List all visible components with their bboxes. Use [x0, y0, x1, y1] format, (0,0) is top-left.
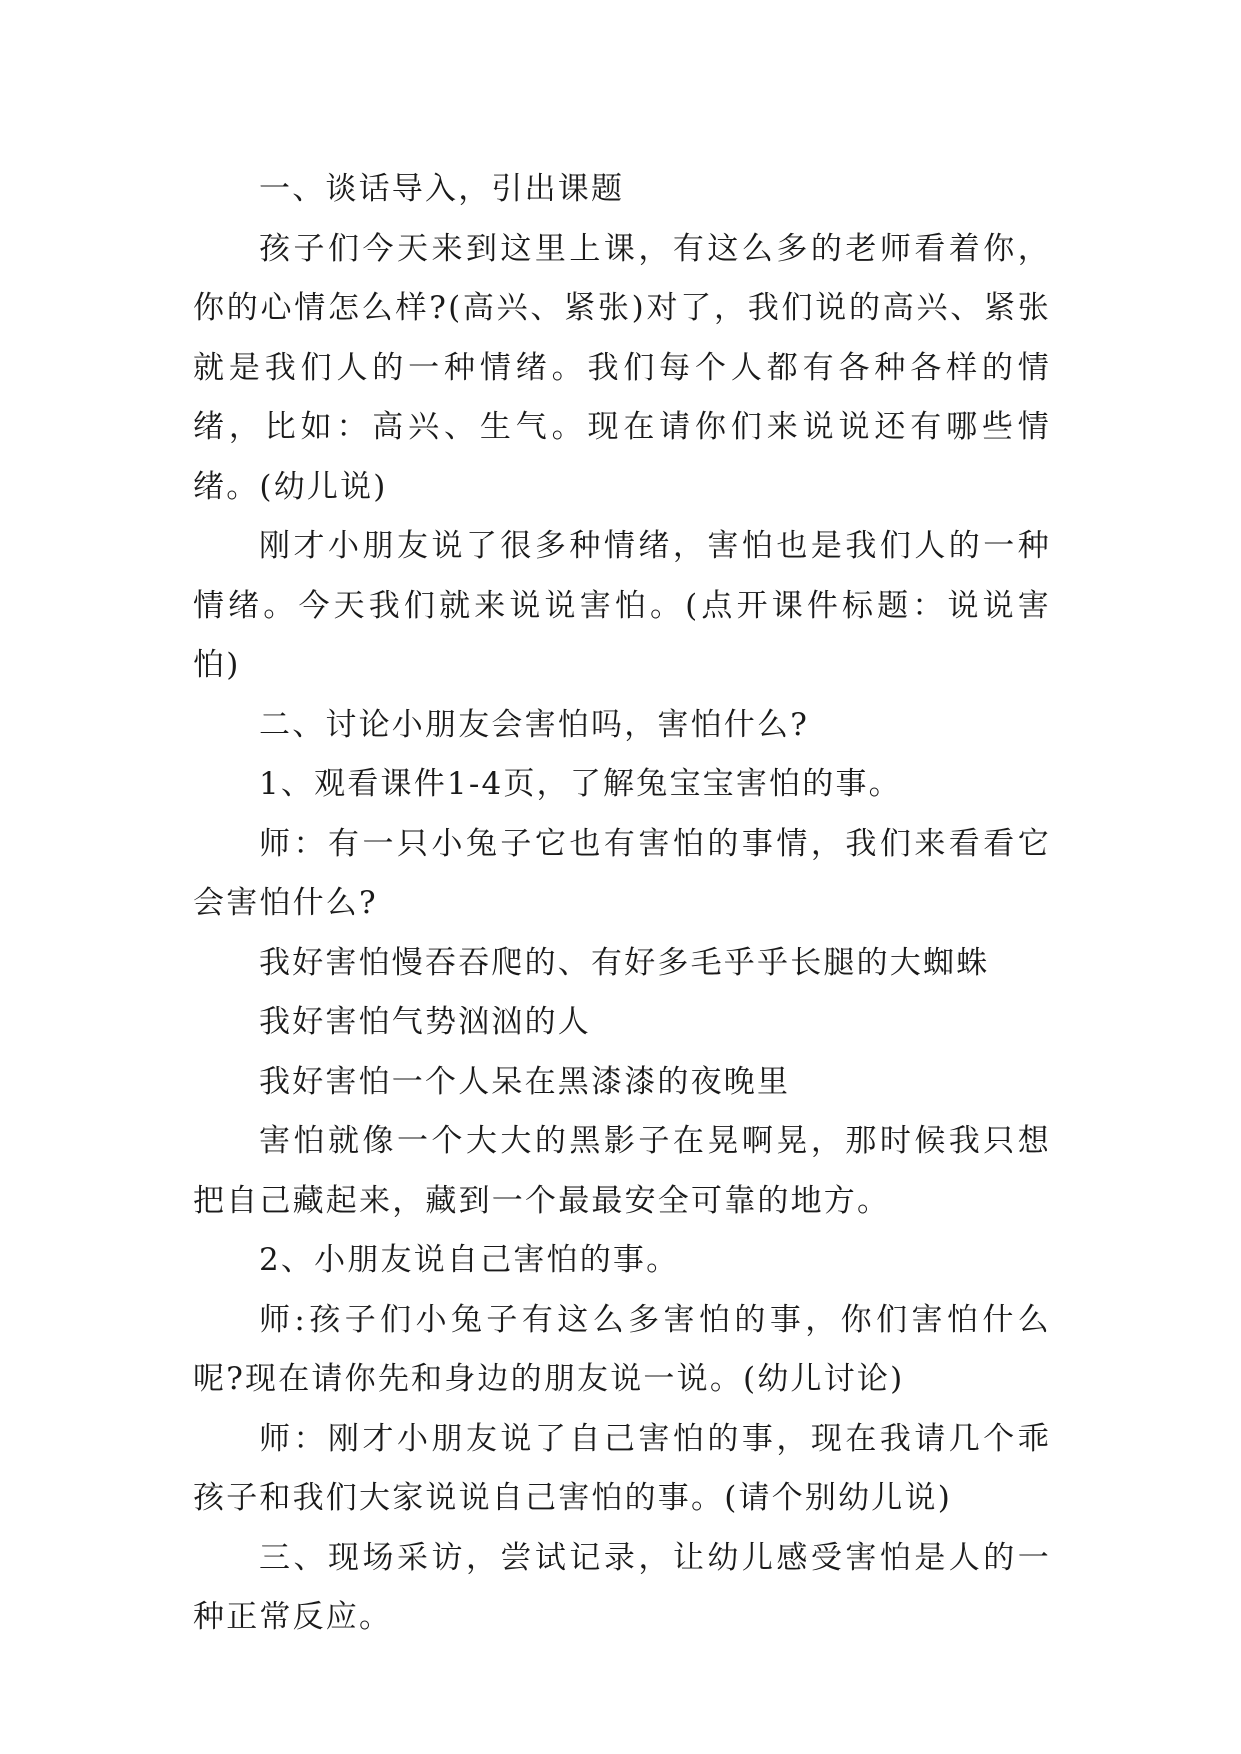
document-body: [193, 160, 1051, 1648]
section-heading-1: 一、谈话导入，引出课题: [259, 171, 625, 207]
quote-line: 我好害怕气势汹汹的人: [259, 1004, 591, 1040]
quote-line: 我好害怕一个人呆在黑漆漆的夜晚里: [259, 1063, 791, 1100]
section-heading-3: 三、现场采访，尝试记录，让幼儿感受害怕是人的一种正常反应。: [193, 1539, 1051, 1635]
paragraph: 孩子们今天来到这里上课，有这么多的老师看着你，你的心情怎么样?(高兴、紧张)对了，我们说的高兴、紧张就是我们人的一种情绪。我们每个人都有各种各样的情绪，比如：高兴、生气。现在请你们来说说还有哪些情绪。(幼儿说): [193, 230, 1051, 505]
quote-line: 我好害怕慢吞吞爬的、有好多毛乎乎长腿的大蜘蛛: [259, 944, 990, 981]
paragraph: 害怕就像一个大大的黑影子在晃啊晃，那时候我只想把自己藏起来，藏到一个最最安全可靠的地方。: [193, 1123, 1051, 1219]
paragraph: 师：有一只小兔子它也有害怕的事情，我们来看看它会害怕什么?: [193, 825, 1051, 921]
list-item: 2、小朋友说自己害怕的事。: [259, 1242, 680, 1278]
section-heading-2: 二、讨论小朋友会害怕吗，害怕什么?: [259, 706, 810, 743]
list-item: 1、观看课件1-4页，了解兔宝宝害怕的事。: [259, 766, 902, 802]
paragraph: 师:孩子们小兔子有这么多害怕的事，你们害怕什么呢?现在请你先和身边的朋友说一说。(幼儿讨论): [193, 1301, 1051, 1397]
paragraph: 师：刚才小朋友说了自己害怕的事，现在我请几个乖孩子和我们大家说说自己害怕的事。(请个别幼儿说): [193, 1420, 1051, 1516]
paragraph: 刚才小朋友说了很多种情绪，害怕也是我们人的一种情绪。今天我们就来说说害怕。(点开课件标题：说说害怕): [193, 528, 1051, 683]
